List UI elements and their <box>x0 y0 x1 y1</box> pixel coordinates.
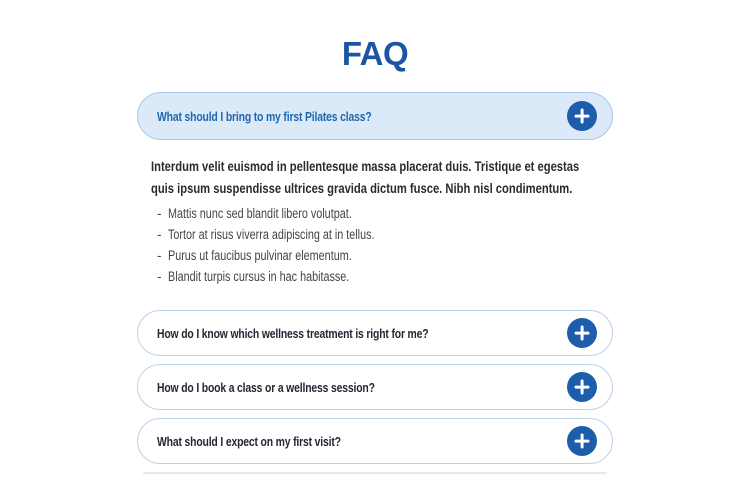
bullet-text: Purus ut faucibus pulvinar elementum. <box>168 248 352 263</box>
answer-bullet-list <box>151 203 603 287</box>
faq-item-1 <box>137 92 613 287</box>
bullet-dash: - <box>157 206 162 221</box>
answer-paragraph-line: Interdum velit euismod in pellentesque massa placerat duis. Tristique et egestas <box>151 158 580 174</box>
faq-item-1-answer <box>137 140 613 287</box>
answer-paragraph <box>151 155 603 199</box>
bullet-dash: - <box>157 269 162 284</box>
faq-item-2-question: How do I know which wellness treatment is right for me? <box>157 325 429 341</box>
faq-item-4-toggle[interactable] <box>137 418 613 464</box>
faq-item-1-toggle[interactable] <box>137 92 613 140</box>
answer-paragraph-line: quis ipsum suspendisse ultrices gravida dictum fusce. Nibh nisl condimentum. <box>151 180 573 196</box>
page-title: FAQ <box>341 35 409 72</box>
faq-item-4-question: What should I expect on my first visit? <box>157 433 341 449</box>
plus-icon[interactable] <box>567 372 597 402</box>
plus-icon[interactable] <box>567 426 597 456</box>
bullet-text: Tortor at risus viverra adipiscing at in tellus. <box>168 227 375 242</box>
bullet-item <box>157 224 603 245</box>
bullet-dash: - <box>157 248 162 263</box>
bullet-dash: - <box>157 227 162 242</box>
bullet-text: Blandit turpis cursus in hac habitasse. <box>168 269 350 284</box>
faq-item-1-question: What should I bring to my first Pilates class? <box>157 108 372 124</box>
bullet-item <box>157 266 603 287</box>
bullet-item <box>157 203 603 224</box>
bullet-item <box>157 245 603 266</box>
plus-icon[interactable] <box>567 318 597 348</box>
faq-item-3-toggle[interactable] <box>137 364 613 410</box>
faq-item-2-toggle[interactable] <box>137 310 613 356</box>
plus-icon[interactable] <box>567 101 597 131</box>
faq-accordion <box>137 92 613 474</box>
bottom-divider <box>143 472 607 474</box>
bullet-text: Mattis nunc sed blandit libero volutpat. <box>168 206 352 221</box>
faq-item-3-question: How do I book a class or a wellness session? <box>157 379 375 395</box>
